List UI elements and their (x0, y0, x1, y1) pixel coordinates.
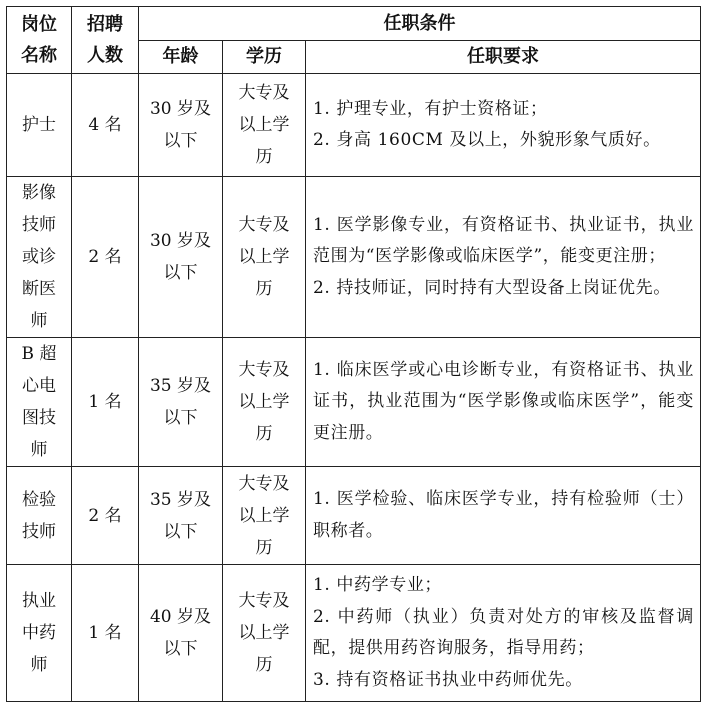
cell-age: 35 岁及以下 (139, 338, 223, 467)
table-row (7, 338, 701, 467)
cell-position: 护士 (7, 74, 72, 177)
cell-requirements (306, 74, 701, 177)
recruitment-table (6, 6, 701, 702)
header-age: 年龄 (139, 41, 223, 74)
header-headcount: 招聘人数 (72, 7, 139, 74)
requirement-line: 1. 中药学专业； (313, 575, 443, 595)
cell-age: 40 岁及以下 (139, 565, 223, 702)
table-row (7, 467, 701, 565)
requirement-line: 1. 医学检验、临床医学专业，持有检验师（士）职称者。 (313, 489, 695, 541)
cell-position: 执业中药师 (7, 565, 72, 702)
cell-headcount: 2 名 (72, 467, 139, 565)
requirement-line: 2. 持技师证，同时持有大型设备上岗证优先。 (313, 277, 671, 298)
cell-requirements (306, 565, 701, 702)
cell-age: 35 岁及以下 (139, 467, 223, 565)
header-conditions: 任职条件 (139, 7, 701, 41)
cell-requirements (306, 177, 701, 338)
cell-requirements (306, 338, 701, 467)
header-position: 岗位名称 (7, 7, 72, 74)
requirement-line: 3. 持有资格证书执业中药师优先。 (313, 669, 583, 690)
cell-education: 大专及以上学历 (223, 467, 306, 565)
requirement-line: 2. 身高 160CM 及以上，外貌形象气质好。 (313, 130, 661, 150)
cell-education: 大专及以上学历 (223, 565, 306, 702)
cell-position: 检验技师 (7, 467, 72, 565)
table-row (7, 74, 701, 177)
cell-age: 30 岁及以下 (139, 74, 223, 177)
cell-position: 影像技师或诊断医师 (7, 177, 72, 338)
cell-headcount: 1 名 (72, 565, 139, 702)
header-requirements: 任职要求 (306, 41, 701, 74)
requirement-line: 2. 中药师（执业）负责对处方的审核及监督调配，提供用药咨询服务，指导用药； (313, 606, 695, 658)
header-education: 学历 (223, 41, 306, 74)
cell-headcount: 2 名 (72, 177, 139, 338)
cell-position: B 超心电图技师 (7, 338, 72, 467)
table-row (7, 565, 701, 702)
requirement-line: 1. 医学影像专业，有资格证书、执业证书，执业范围为“医学影像或临床医学”，能变更注册； (313, 214, 695, 267)
table-row (7, 177, 701, 338)
requirement-line: 1. 护理专业，有护士资格证； (313, 98, 548, 119)
cell-headcount: 4 名 (72, 74, 139, 177)
cell-age: 30 岁及以下 (139, 177, 223, 338)
cell-education: 大专及以上学历 (223, 74, 306, 177)
cell-headcount: 1 名 (72, 338, 139, 467)
cell-education: 大专及以上学历 (223, 338, 306, 467)
cell-education: 大专及以上学历 (223, 177, 306, 338)
cell-requirements (306, 467, 701, 565)
requirement-line: 1. 临床医学或心电诊断专业，有资格证书、执业证书，执业范围为“医学影像或临床医学”，能变更注册。 (313, 359, 695, 443)
